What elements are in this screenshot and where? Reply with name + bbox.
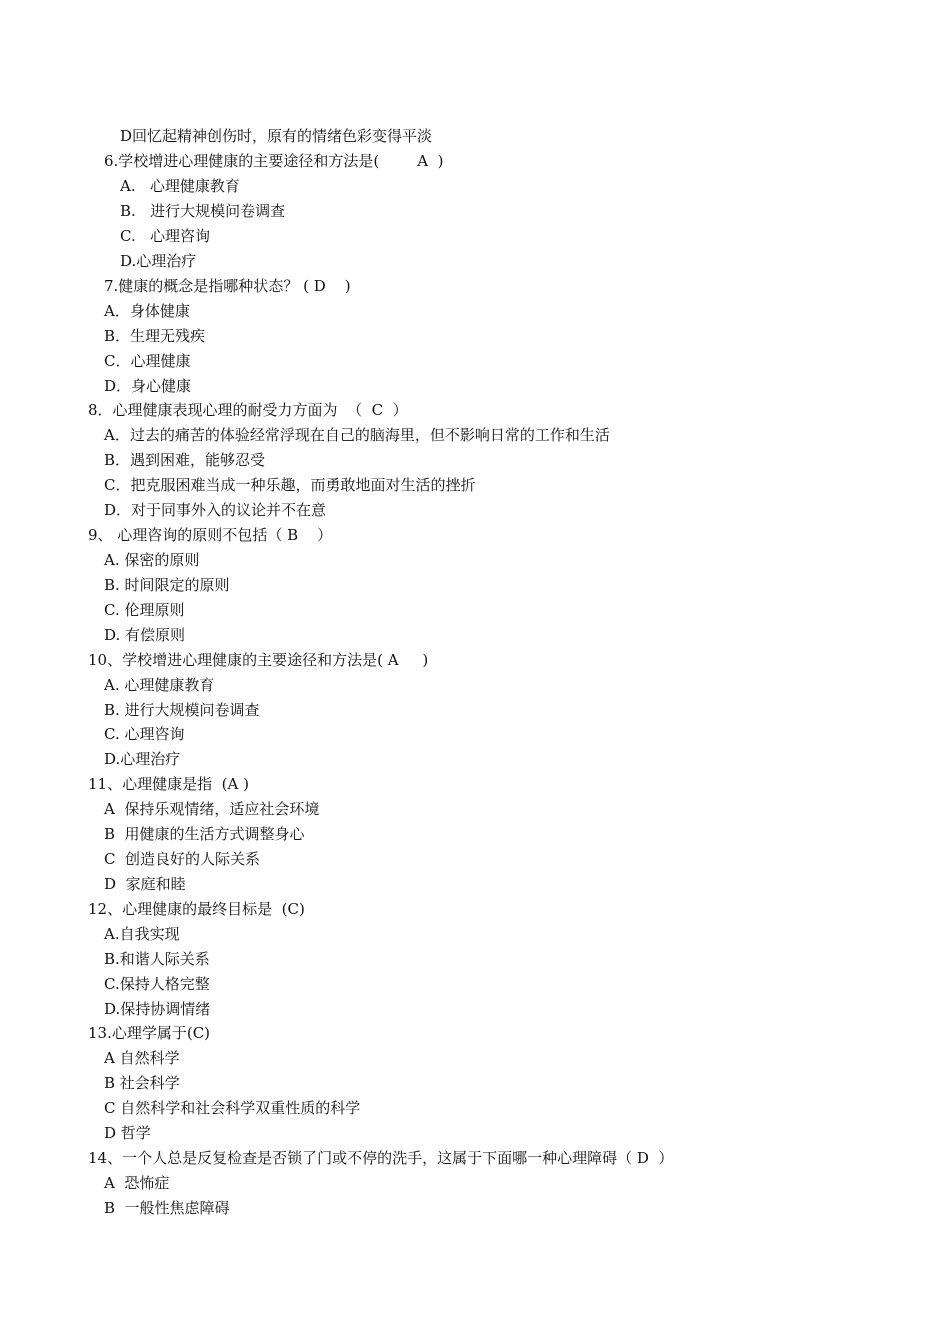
option-line: D．对于同事外入的议论并不在意 bbox=[104, 501, 327, 519]
option-line: A 自然科学 bbox=[104, 1049, 180, 1067]
option-line: D.心理治疗 bbox=[104, 750, 181, 768]
option-line: B．生理无残疾 bbox=[104, 327, 206, 345]
option-line: A 恐怖症 bbox=[104, 1174, 170, 1192]
option-line: B.和谐人际关系 bbox=[104, 950, 210, 968]
option-line: B. 进行大规模问卷调查 bbox=[120, 202, 286, 220]
option-line: C. 心理咨询 bbox=[104, 725, 185, 743]
question-line: 8．心理健康表现心理的耐受力方面为 （ C ） bbox=[88, 401, 408, 419]
option-line: A.自我实现 bbox=[104, 925, 180, 943]
option-line: A. 心理健康教育 bbox=[104, 676, 215, 694]
option-line: B 一般性焦虑障碍 bbox=[104, 1199, 230, 1217]
question-line: 9、 心理咨询的原则不包括（ B ） bbox=[88, 526, 333, 544]
option-line: D．身心健康 bbox=[104, 377, 192, 395]
option-line: A. 心理健康教育 bbox=[120, 177, 240, 195]
option-line: D 哲学 bbox=[104, 1124, 151, 1142]
question-line: 14、一个人总是反复检查是否锁了门或不停的洗手，这属于下面哪一种心理障碍（ D ） bbox=[88, 1149, 674, 1167]
question-line: 6.学校增进心理健康的主要途径和方法是( A ) bbox=[104, 152, 444, 170]
option-line: D.保持协调情绪 bbox=[104, 1000, 211, 1018]
option-line: C. 伦理原则 bbox=[104, 601, 185, 619]
option-line: D 家庭和睦 bbox=[104, 875, 186, 893]
question-line: 11、心理健康是指 (A ) bbox=[88, 775, 249, 793]
option-line: A 保持乐观情绪，适应社会环境 bbox=[104, 800, 320, 818]
option-line: C 创造良好的人际关系 bbox=[104, 850, 261, 868]
option-line: A. 保密的原则 bbox=[104, 551, 200, 569]
question-line: 7.健康的概念是指哪种状态？ ( D ) bbox=[104, 277, 351, 295]
question-line: 12、心理健康的最终目标是 (C) bbox=[88, 900, 305, 918]
option-line: D回忆起精神创伤时，原有的情绪色彩变得平淡 bbox=[120, 127, 433, 145]
option-line: C．心理健康 bbox=[104, 352, 191, 370]
option-line: D. 有偿原则 bbox=[104, 626, 186, 644]
question-line: 10、学校增进心理健康的主要途径和方法是( A ) bbox=[88, 651, 429, 669]
option-line: D.心理治疗 bbox=[120, 252, 197, 270]
option-line: C.保持人格完整 bbox=[104, 975, 210, 993]
option-line: B 社会科学 bbox=[104, 1074, 180, 1092]
option-line: B．遇到困难，能够忍受 bbox=[104, 451, 266, 469]
option-line: B 用健康的生活方式调整身心 bbox=[104, 825, 305, 843]
option-line: B. 时间限定的原则 bbox=[104, 576, 230, 594]
option-line: C. 心理咨询 bbox=[120, 227, 211, 245]
question-line: 13.心理学属于(C) bbox=[88, 1024, 211, 1042]
option-line: A．身体健康 bbox=[104, 302, 190, 320]
option-line: C 自然科学和社会科学双重性质的科学 bbox=[104, 1099, 361, 1117]
option-line: A．过去的痛苦的体验经常浮现在自己的脑海里，但不影响日常的工作和生活 bbox=[104, 426, 610, 444]
option-line: C．把克服困难当成一种乐趣，而勇敢地面对生活的挫折 bbox=[104, 476, 476, 494]
option-line: B. 进行大规模问卷调查 bbox=[104, 701, 260, 719]
